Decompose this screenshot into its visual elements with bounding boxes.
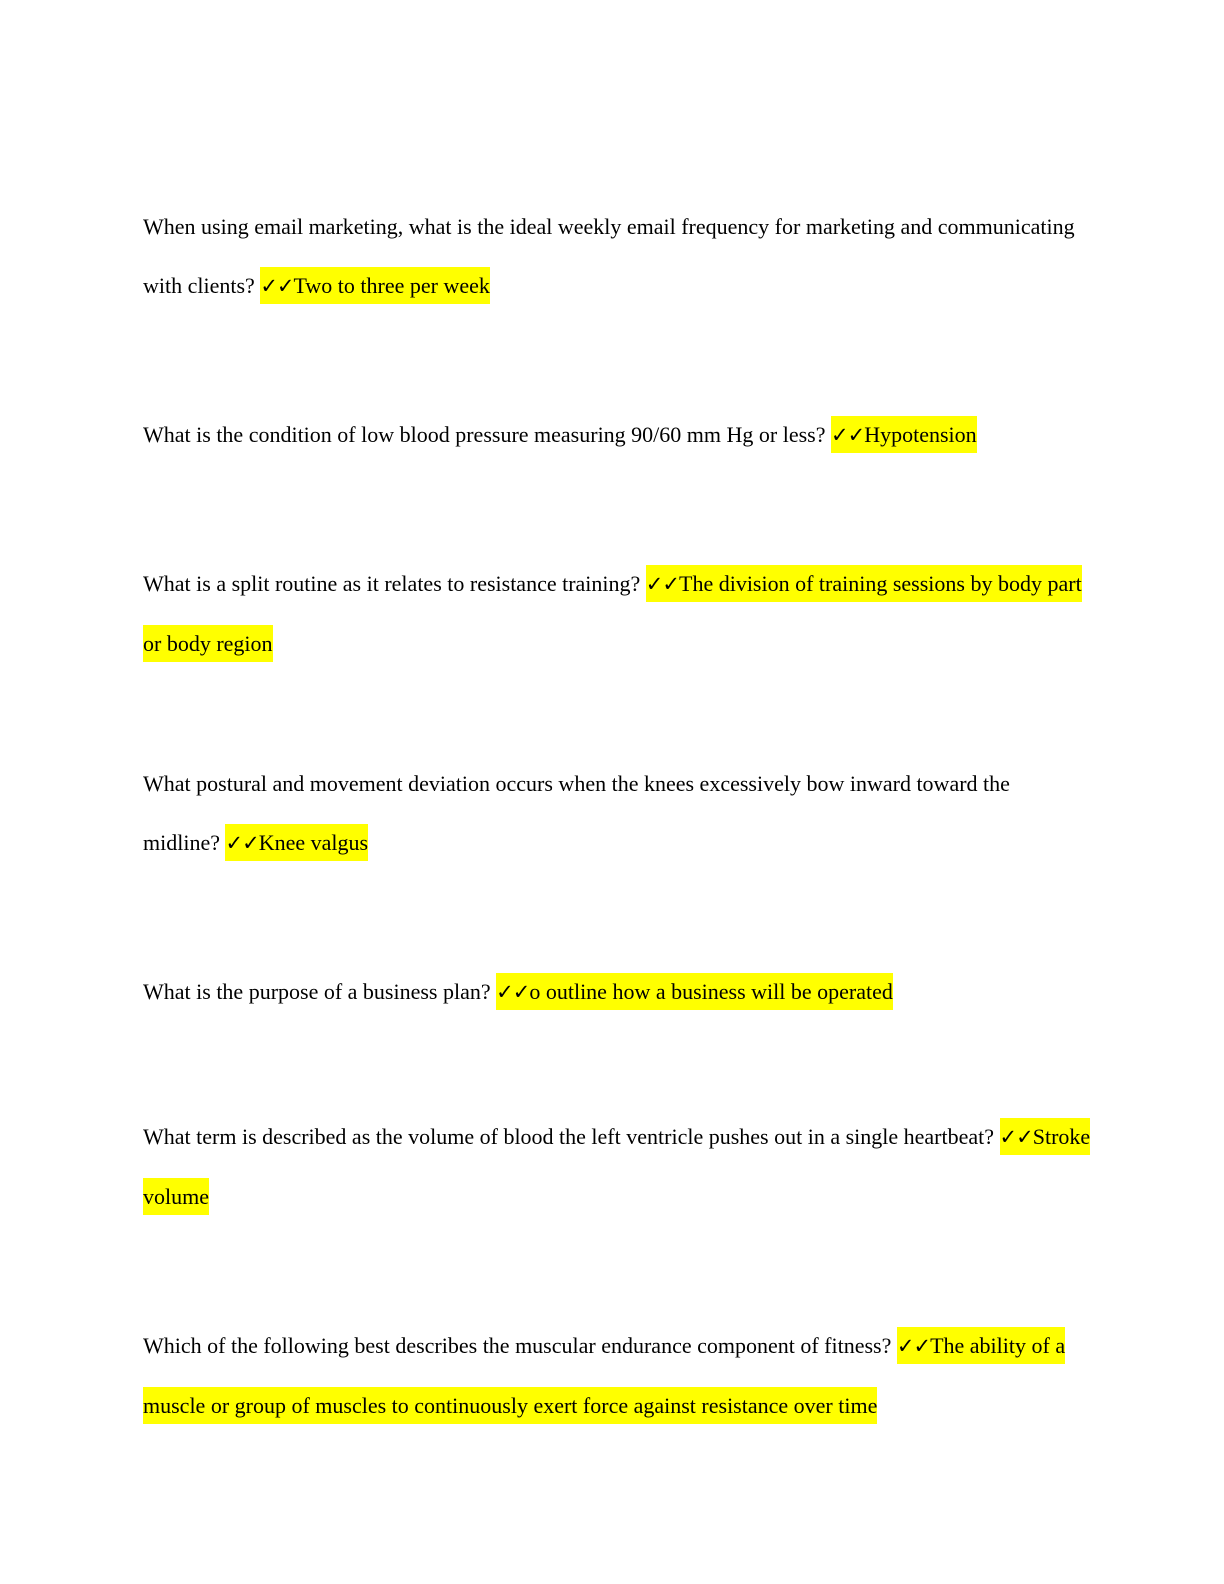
question-text: When using email marketing, what is the ideal weekly email frequency for marketing and communicating with clients?: [143, 214, 1075, 298]
double-check-icon: ✓✓: [260, 274, 294, 298]
qa-item-3: [143, 554, 1083, 673]
double-check-icon: ✓✓: [999, 1125, 1033, 1149]
double-check-icon: ✓✓: [225, 831, 259, 855]
answer-text: Two to three per week: [293, 273, 490, 298]
answer-text: Knee valgus: [258, 830, 369, 855]
qa-item-6: [143, 1107, 1093, 1226]
question-text: What postural and movement deviation occurs when the knees excessively bow inward toward the midline?: [143, 771, 1010, 855]
answer-text: Stroke volume: [143, 1124, 1091, 1209]
double-check-icon: ✓✓: [896, 1334, 931, 1358]
qa-item-1: [143, 197, 1083, 316]
double-check-icon: ✓✓: [831, 423, 865, 447]
answer-text: The division of training sessions by body part or body region: [143, 571, 1082, 656]
answer-highlight: [831, 416, 977, 453]
question-text: What is the purpose of a business plan?: [143, 979, 491, 1004]
answer-text: Hypotension: [864, 422, 977, 447]
question-text: Which of the following best describes the muscular endurance component of fitness?: [143, 1333, 892, 1358]
answer-highlight: [225, 824, 368, 861]
qa-item-4: [143, 754, 1083, 873]
qa-item-7: [143, 1316, 1083, 1435]
answer-highlight: [260, 267, 490, 304]
answer-text: The ability of a muscle or group of muscles to continuously exert force against resistance over time: [143, 1333, 1066, 1418]
qa-item-2: [143, 405, 1083, 465]
answer-text: o outline how a business will be operated: [529, 979, 893, 1004]
question-text: What term is described as the volume of blood the left ventricle pushes out in a single heartbeat?: [143, 1124, 995, 1149]
question-text: What is the condition of low blood pressure measuring 90/60 mm Hg or less?: [143, 422, 826, 447]
question-text: What is a split routine as it relates to resistance training?: [143, 571, 641, 596]
double-check-icon: ✓✓: [645, 572, 679, 596]
qa-item-5: [143, 962, 1083, 1022]
double-check-icon: ✓✓: [496, 980, 530, 1004]
answer-highlight: [496, 973, 893, 1010]
